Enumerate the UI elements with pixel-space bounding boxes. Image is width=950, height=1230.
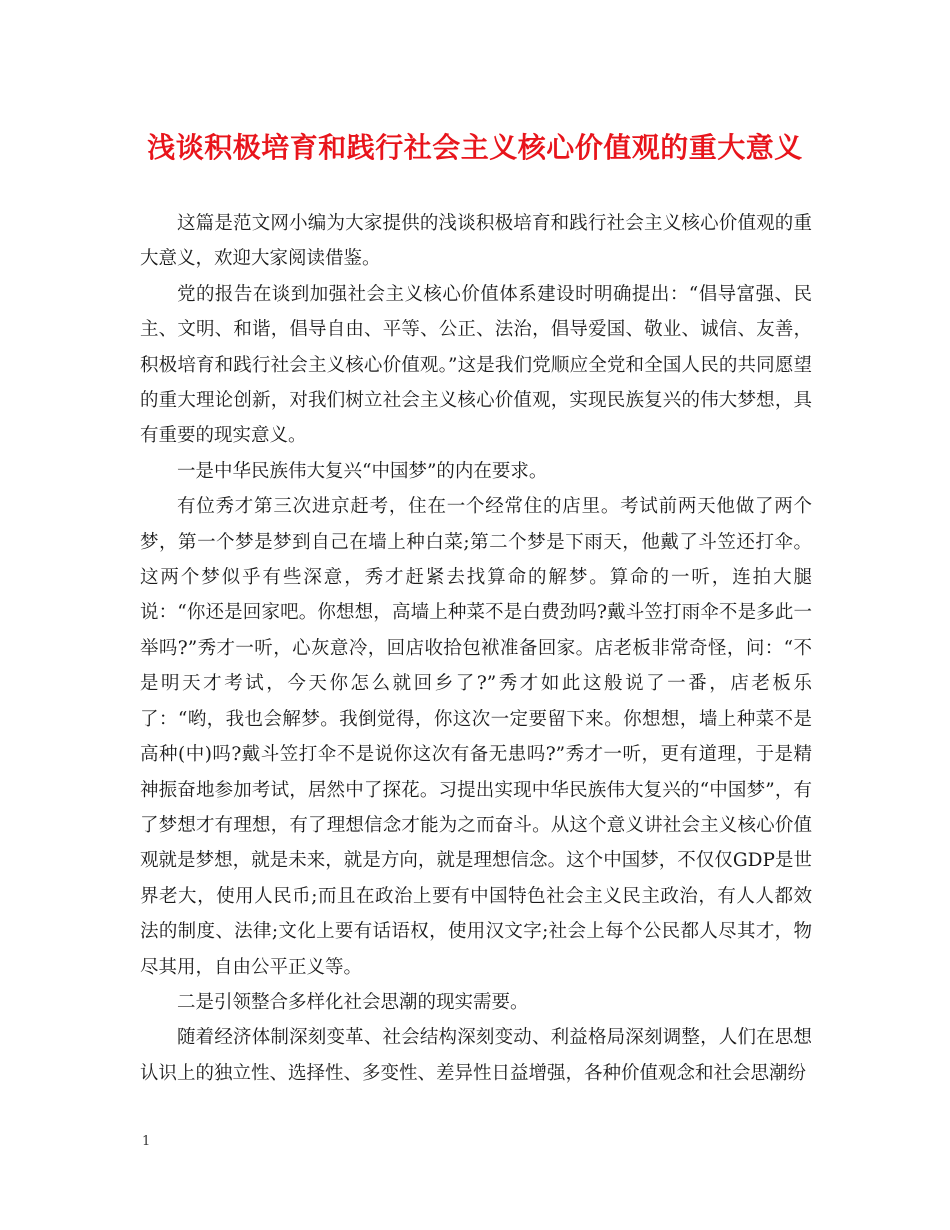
paragraph-social-trends: 随着经济体制深刻变革、社会结构深刻变动、利益格局深刻调整，人们在思想认识上的独立性、选择性、多变性、差异性日益增强，各种价值观念和社会思潮纷 xyxy=(140,1027,812,1084)
paragraph-heading-one: 一是中华民族伟大复兴“中国梦”的内在要求。 xyxy=(177,460,548,482)
paragraph-party-report: 党的报告在谈到加强社会主义核心价值体系建设时明确提出：“倡导富强、民主、文明、和谐，倡导自由、平等、公正、法治，倡导爱国、敬业、诚信、友善，积极培育和践行社会主义核心价值观。”这是我们党顺应全党和全国人民的共同愿望的重大理论创新，对我们树立社会主义核心价值观，实现民族复兴的伟大梦想，具有重要的现实意义。 xyxy=(140,283,812,447)
paragraph-intro: 这篇是范文网小编为大家提供的浅谈积极培育和践行社会主义核心价值观的重大意义，欢迎大家阅读借鉴。 xyxy=(140,213,812,270)
paragraph-heading-two: 二是引领整合多样化社会思潮的现实需要。 xyxy=(177,991,529,1013)
paragraph-scholar-story: 有位秀才第三次进京赶考，住在一个经常住的店里。考试前两天他做了两个梦，第一个梦是梦到自己在墙上种白菜;第二个梦是下雨天，他戴了斗笠还打伞。这两个梦似乎有些深意，秀才赶紧去找算命的解梦。算命的一听，连拍大腿说：“你还是回家吧。你想想，高墙上种菜不是白费劲吗?戴斗笠打雨伞不是多此一举吗?”秀才一听，心灰意冷，回店收拾包袱准备回家。店老板非常奇怪，问：“不是明天才考试，今天你怎么就回乡了?”秀才如此这般说了一番，店老板乐了：“哟，我也会解梦。我倒觉得，你这次一定要留下来。你想想，墙上种菜不是高种(中)吗?戴斗笠打伞不是说你这次有备无患吗?”秀才一听，更有道理，于是精神振奋地参加考试，居然中了探花。习提出实现中华民族伟大复兴的“中国梦”，有了梦想才有理想，有了理想信念才能为之而奋斗。从这个意义讲社会主义核心价值观就是梦想，就是未来，就是方向，就是理想信念。这个中国梦，不仅仅GDP是世界老大，使用人民币;而且在政治上要有中国特色社会主义民主政治，有人人都效法的制度、法律;文化上要有话语权，使用汉文字;社会上每个公民都人尽其才，物尽其用，自由公平正义等。 xyxy=(140,496,812,978)
document-title: 浅谈积极培育和践行社会主义核心价值观的重大意义 xyxy=(147,131,803,164)
document-body xyxy=(140,206,812,1091)
page-number: 1 xyxy=(142,1134,151,1149)
